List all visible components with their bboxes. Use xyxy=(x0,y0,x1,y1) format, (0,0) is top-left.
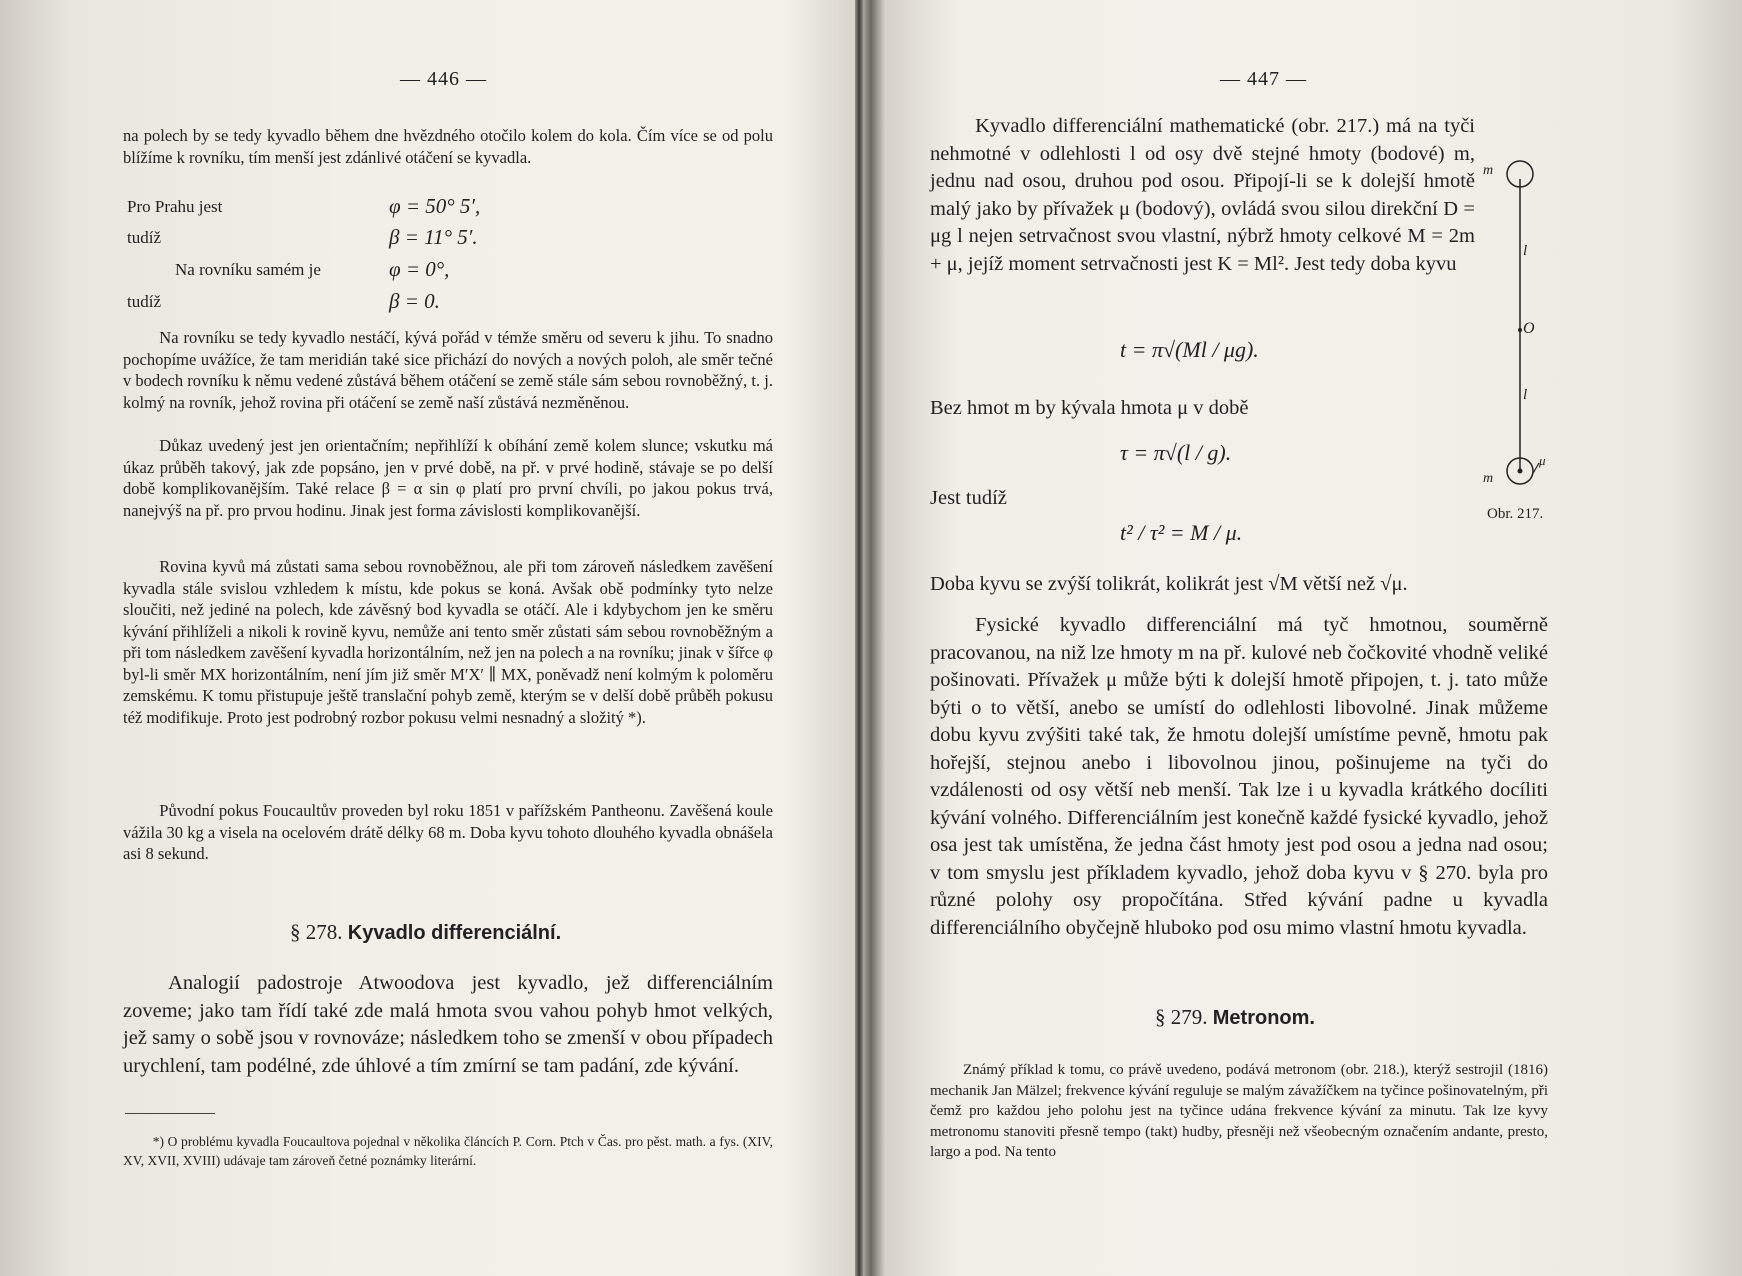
section-number: § 279. xyxy=(1155,1005,1208,1029)
right-page xyxy=(925,0,1548,1276)
text-doba-kyvu: Doba kyvu se zvýší tolikrát, kolikrát jest √M větší než √μ. xyxy=(930,573,1408,595)
paragraph-rovnik: Na rovníku se tedy kyvadlo nestáčí, kývá pořád v témže směru od severu k jihu. To snadno pochopíme uvážíce, že tam meridián také sice přichází do nových a nových poloh, ale směr tečné v bodech rovníku k němu vedené zůstává během otáčení se země stále sám sebou rovnoběžný, t. j. kolmý na rovník, jehož rovina při otáčení se země naší zůstává nezměněnou. xyxy=(123,328,773,412)
equation-label: tudíž xyxy=(127,292,161,311)
section-number: § 278. xyxy=(290,920,343,944)
paragraph-kyvadlo: Kyvadlo differenciální mathematické (obr. 217.) má na tyči nehmotné v odlehlosti l od osy dvě stejné hmoty (bodové) m, jednu nad osou, druhou pod osou. Připojí-li se k dolejší hmotě malý jako by přívažek μ (bodový), ovládá svou silou direkční D = μg l nejen setrvačnost svou vlastní, nýbrž hmoty celkové M = 2m + μ, jejíž moment setrvačnosti jest K = Ml². Jest tedy doba kyvu xyxy=(930,115,1475,275)
paragraph-metronom: Známý příklad k tomu, co právě uvedeno, podává metronom (obr. 218.), kterýž sestrojil (1816) mechanik Jan Mälzel; frekvence kývání reguluje se malým závažíčkem na tyčince pošinovatelným, při čemž pro každou jeho polohu jest na tyčince udána frekvence kývání za minutu. Tak lze kyvy metronomu stanoviti přesně tempo (takt) hudby, přesněji než všeobecným označením andante, presto, largo a pod. Na tento xyxy=(930,1062,1548,1160)
equation-label: Pro Prahu jest xyxy=(127,197,223,216)
paragraph-fysicke: Fysické kyvadlo differenciální má tyč hmotnou, souměrně pracovanou, na niž lze hmoty m na př. kulové neb čočkovité vhodně veliké pošinovati. Přívažek μ může býti k dolejší hmotě připojen, t. j. tato může býti o to větší, anebo se umístí do odlehlosti libovolné. Jinak můžeme dobu kyvu zvýšiti také tak, že hmotu dolejší umístíme pevně, hmotu pak hořejší, stejnou anebo i libovolnou jinou, pošinujeme na tyči do vzdálenosti od osy větší neb menší. Tak lze i u kyvadla krátkého docíliti kývání volného. Differenciálním jest konečně každé fysické kyvadlo, jehož osa jest tak umístěna, že jedna část hmoty jest pod osou a jedna nad osou; v tom smyslu jest příkladem kyvadlo, jehož doba kyvu v § 270. byla pro různé polohy osy propočítána. Střed kývání padne u kyvadla differenciálního obyčejně hluboko pod osu mimo vlastní hmotu kyvadla. xyxy=(930,614,1548,939)
equation-row-2 xyxy=(127,225,587,258)
figure-caption: Obr. 217. xyxy=(1487,506,1544,522)
formula-period-t: t = π√(Ml / μg). xyxy=(1120,337,1259,362)
paragraph-top: na polech by se tedy kyvadlo během dne hvězdného otočilo kolem do kola. Čím více se od polu blížíme k rovníku, tím menší jest zdánlivé otáčení se kyvadla. xyxy=(123,126,773,167)
footnote: *) O problému kyvadla Foucaultova pojednal v několika článcích P. Corn. Ptch v Čas. pro pěst. math. a fys. (XIV, XV, XVII, XVIII) udávaje tam zároveň četné poznámky literární. xyxy=(123,1134,773,1168)
equation-row-1 xyxy=(127,194,587,227)
equation-row-3 xyxy=(127,257,587,290)
section-heading-278 xyxy=(290,920,561,945)
text-bez-hmot: Bez hmot m by kývala hmota μ v době xyxy=(930,397,1249,419)
label-axis-o: O xyxy=(1523,320,1535,337)
left-page xyxy=(115,0,775,1276)
equation-label: tudíž xyxy=(127,228,161,247)
label-mu: μ xyxy=(1539,453,1546,468)
text-jest-tudiz: Jest tudíž xyxy=(930,487,1007,509)
label-l-bottom: l xyxy=(1523,387,1528,403)
equation-row-4 xyxy=(127,289,587,322)
footnote-rule xyxy=(125,1113,215,1114)
equation: β = 0. xyxy=(389,289,440,313)
paragraph-rovina: Rovina kyvů má zůstati sama sebou rovnoběžnou, ale při tom zároveň následkem zavěšení kyvadla stále svislou vzhledem k místu, kde pokus se koná. Avšak obě podmínky tyto nelze sloučiti, než jediné na polech, kde závěsný bod kyvadla se otáčí. Ale i kdybychom jen ke směru kývání přihlíželi a nikoli k rovině kyvu, nemůže ani tento směr zůstati sám sebou rovnoběžným a při tom následkem zavěšení kyvadla horizontálním, než jen na polech a na rovníku; jinak v šířce φ byl-li směr MX horizontálním, není jím již směr M′X′ ∥ MX, poněvadž není kolmým k poloměru zemskému. K tomu přistupuje ještě translační pohyb země, kterým se v delší době průběh pokusu též modifikuje. Proto jest podrobný rozbor pokusu velmi nesnadný a složitý *). xyxy=(123,557,773,727)
formula-period-tau: τ = π√(l / g). xyxy=(1120,440,1232,465)
equation-label: Na rovníku samém je xyxy=(175,260,321,279)
equation: β = 11° 5′. xyxy=(389,225,478,249)
paragraph-dukaz: Důkaz uvedený jest jen orientačním; nepřihlíží k obíhání země kolem slunce; vskutku má úkaz průběh takový, jak zde popsáno, jen v prvé době, na př. v prvé hodině, stávaje se po delší době komplikovanějším. Také relace β = α sin φ platí pro první chvíli, po jakou pokus trvá, nanejvýš na př. pro prvou hodinu. Jinak jest forma závislosti komplikovanější. xyxy=(123,436,773,520)
section-heading-279 xyxy=(1155,1005,1315,1030)
figure-217-diagram xyxy=(1483,155,1553,515)
equation: φ = 0°, xyxy=(389,257,450,281)
page-number-left: — 446 — xyxy=(400,68,487,90)
label-m-top: m xyxy=(1483,163,1494,178)
page-number-right: — 447 — xyxy=(1220,68,1307,90)
formula-ratio: t² / τ² = M / μ. xyxy=(1120,520,1243,545)
label-m-bottom: m xyxy=(1483,471,1494,486)
paragraph-analogii: Analogií padostroje Atwoodova jest kyvadlo, jež differenciálním zoveme; jako tam řídí také zde malá hmota svou vahou pohyb hmot velkých, jež samy o sobě jsou v rovnováze; následkem toho se zmenší v obou případech urychlení, tam podélné, zde úhlové a tím zmírní se tam padání, zde kývání. xyxy=(123,972,773,1077)
section-title: Kyvadlo differenciální. xyxy=(347,922,562,944)
equation: φ = 50° 5′, xyxy=(389,194,481,218)
section-title: Metronom. xyxy=(1212,1007,1315,1029)
label-l-top: l xyxy=(1523,243,1528,259)
book-spine xyxy=(855,0,863,1276)
paragraph-puvodni: Původní pokus Foucaultův proveden byl roku 1851 v pařížském Pantheonu. Zavěšená koule vážila 30 kg a visela na ocelovém drátě délky 68 m. Doba kyvu tohoto dlouhého kyvadla obnášela asi 8 sekund. xyxy=(123,801,773,863)
